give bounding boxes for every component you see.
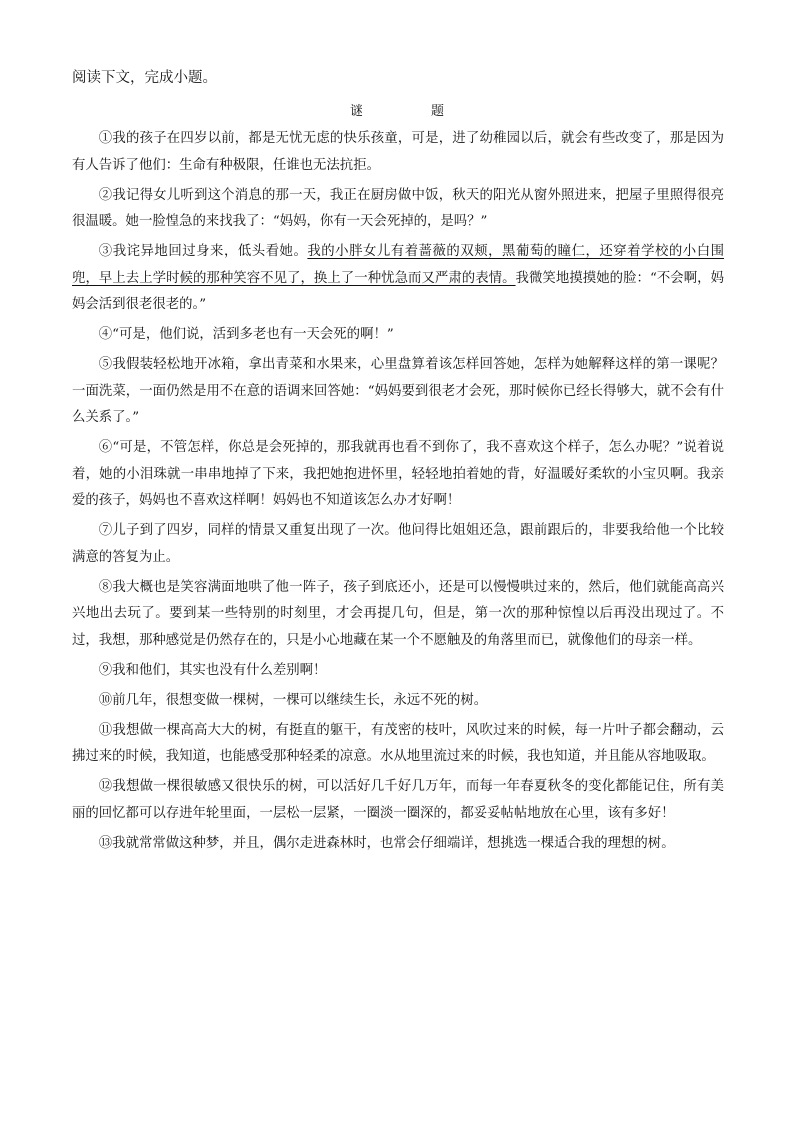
paragraph-text: ④“可是，他们说，活到多老也有一天会死的啊！” bbox=[98, 327, 394, 342]
paragraph-9 bbox=[72, 658, 724, 685]
paragraph-12 bbox=[72, 774, 724, 827]
paragraph-6 bbox=[72, 435, 724, 515]
paragraph-text: 我微笑地摸摸她的脸：“不会啊，妈妈会活到很老很老的。” bbox=[72, 270, 724, 312]
paragraph-4 bbox=[72, 322, 724, 349]
paragraph-text: ③我诧异地回过身来，低头看她。 bbox=[98, 244, 308, 259]
paragraph-10 bbox=[72, 688, 724, 715]
paragraph-7 bbox=[72, 518, 724, 571]
paragraph-8 bbox=[72, 575, 724, 655]
paragraph-text: ⑪我想做一棵高高大大的树，有挺直的躯干，有茂密的枝叶，风吹过来的时候，每一片叶子都会翻动，云拂过来的时候，我知道，也能感受那种轻柔的凉意。水从地里流过来的时候，我也知道，并且能从容地吸取。 bbox=[72, 722, 724, 764]
instruction-text: 阅读下文，完成小题。 bbox=[72, 70, 217, 86]
article-title: 谜 题 bbox=[349, 104, 458, 119]
paragraph-13 bbox=[72, 831, 724, 858]
underlined-sentence: 我的小胖女儿有着蔷薇的双颊，黑葡萄的瞳仁，还穿着学校的小白围兜，早上去上学时候的那种笑容不见了，换上了一种忧急而又严肃的表情。 bbox=[72, 244, 725, 286]
paragraph-text: ⑨我和他们，其实也没有什么差别啊！ bbox=[98, 662, 327, 678]
paragraph-text: ⑫我想做一棵很敏感又很快乐的树，可以活好几千好几万年，而每一年春夏秋冬的变化都能记住，所有美丽的回忆都可以存进年轮里面，一层松一层紧，一圈淡一圈深的，都妥妥帖帖地放在心里，该有多好！ bbox=[72, 779, 724, 821]
paragraph-11 bbox=[72, 718, 724, 771]
paragraph-text: ⑩前几年，很想变做一棵树，一棵可以继续生长，永远不死的树。 bbox=[98, 692, 488, 708]
paragraph-1 bbox=[72, 126, 724, 179]
paragraph-text: ⑧我大概也是笑容满面地哄了他一阵子，孩子到底还小，还是可以慢慢哄过来的，然后，他们就能高高兴兴地出去玩了。要到某一些特别的时刻里，才会再提几句，但是，第一次的那种惊惶以后再没出现过了。不过，我想，那种感觉是仍然存在的，只是小心地藏在某一个不愿触及的角落里而已，就像他们的母亲一样。 bbox=[72, 579, 724, 648]
paragraph-5 bbox=[72, 352, 724, 432]
paragraph-text: ⑦儿子到了四岁，同样的情景又重复出现了一次。他问得比姐姐还急，跟前跟后的，非要我给他一个比较满意的答复为止。 bbox=[72, 523, 724, 565]
paragraph-text: ⑥“可是，不管怎样，你总是会死掉的，那我就再也看不到你了，我不喜欢这个样子，怎么办呢？”说着说着，她的小泪珠就一串串地掉了下来，我把她抱进怀里，轻轻地拍着她的背，好温暖好柔软的小宝贝啊。我亲爱的孩子，妈妈也不喜欢这样啊！妈妈也不知道该怎么办才好啊！ bbox=[72, 440, 724, 508]
paragraph-text: ⑤我假装轻松地开冰箱，拿出青菜和水果来，心里盘算着该怎样回答她，怎样为她解释这样的第一课呢？一面洗菜，一面仍然是用不在意的语调来回答她：“妈妈要到很老才会死，那时候你已经长得够大，就不会有什么关系了。” bbox=[72, 357, 724, 425]
article-body bbox=[72, 126, 724, 861]
paragraph-3 bbox=[72, 239, 724, 319]
paragraph-2 bbox=[72, 183, 724, 236]
paragraph-text: ②我记得女儿听到这个消息的那一天，我正在厨房做中饭，秋天的阳光从窗外照进来，把屋子里照得很亮很温暖。她一脸惶急的来找我了：“妈妈，你有一天会死掉的，是吗？” bbox=[72, 187, 724, 229]
paragraph-text: ①我的孩子在四岁以前，都是无忧无虑的快乐孩童，可是，进了幼稚园以后，就会有些改变了，那是因为有人告诉了他们：生命有种极限，任谁也无法抗拒。 bbox=[72, 131, 724, 173]
paragraph-text: ⑬我就常常做这种梦，并且，偶尔走进森林时，也常会仔细端详，想挑选一棵适合我的理想的树。 bbox=[98, 835, 675, 851]
